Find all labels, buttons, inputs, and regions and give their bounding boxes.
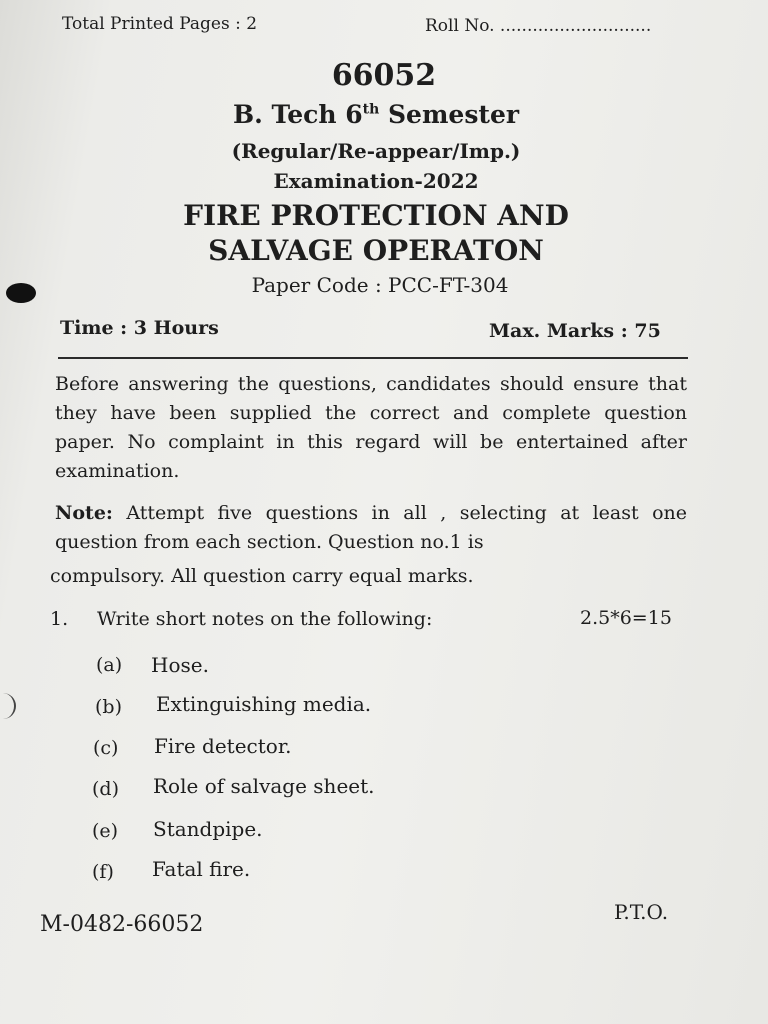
item-label: (b) (95, 696, 122, 718)
exam-name: Examination-2022 (273, 169, 479, 193)
item-label: (f) (92, 861, 114, 883)
degree-superscript: th (362, 101, 380, 118)
item-text: Standpipe. (153, 817, 263, 841)
roll-number-field: Roll No. ............................ (425, 16, 652, 36)
question-marks: 2.5*6=15 (580, 607, 672, 629)
item-text: Hose. (151, 653, 209, 677)
note-text: Attempt five questions in all , selecting at least one question from each section. Question no.1 is (55, 502, 687, 553)
note-tail: compulsory. All question carry equal marks. (50, 565, 474, 587)
paper-code: Paper Code : PCC-FT-304 (251, 273, 509, 297)
degree-suffix: Semester (379, 100, 520, 129)
subject-title-line1: FIRE PROTECTION AND (183, 199, 569, 232)
paper-number: 66052 (331, 58, 437, 93)
instructions-paragraph: Before answering the questions, candidates should ensure that they have been supplied the correct and complete question paper. No complaint in this regard will be entertained after examination. (55, 373, 687, 482)
total-pages: Total Printed Pages : 2 (62, 14, 258, 34)
item-label: (e) (92, 820, 119, 842)
item-text: Role of salvage sheet. (153, 774, 375, 798)
subject-title-line2: SALVAGE OPERATON (208, 234, 544, 267)
degree-line (0, 100, 752, 129)
question-text: Write short notes on the following: (97, 608, 433, 630)
item-text: Extinguishing media. (156, 692, 372, 716)
pto-label: P.T.O. (614, 900, 669, 924)
page-notch (0, 693, 16, 719)
exam-category: (Regular/Re-appear/Imp.) (231, 139, 521, 163)
item-text: Fire detector. (154, 734, 292, 758)
divider (58, 357, 688, 359)
item-label: (c) (93, 737, 119, 759)
question-number: 1. (50, 608, 69, 630)
degree-prefix: B. Tech 6 (232, 100, 363, 129)
item-text: Fatal fire. (152, 857, 251, 881)
item-label: (a) (96, 654, 123, 676)
note-paragraph (55, 499, 687, 557)
exam-time: Time : 3 Hours (60, 317, 219, 339)
max-marks: Max. Marks : 75 (489, 320, 661, 342)
item-label: (d) (92, 778, 119, 800)
footer-code: M-0482-66052 (40, 912, 204, 937)
note-label: Note: (55, 502, 113, 524)
